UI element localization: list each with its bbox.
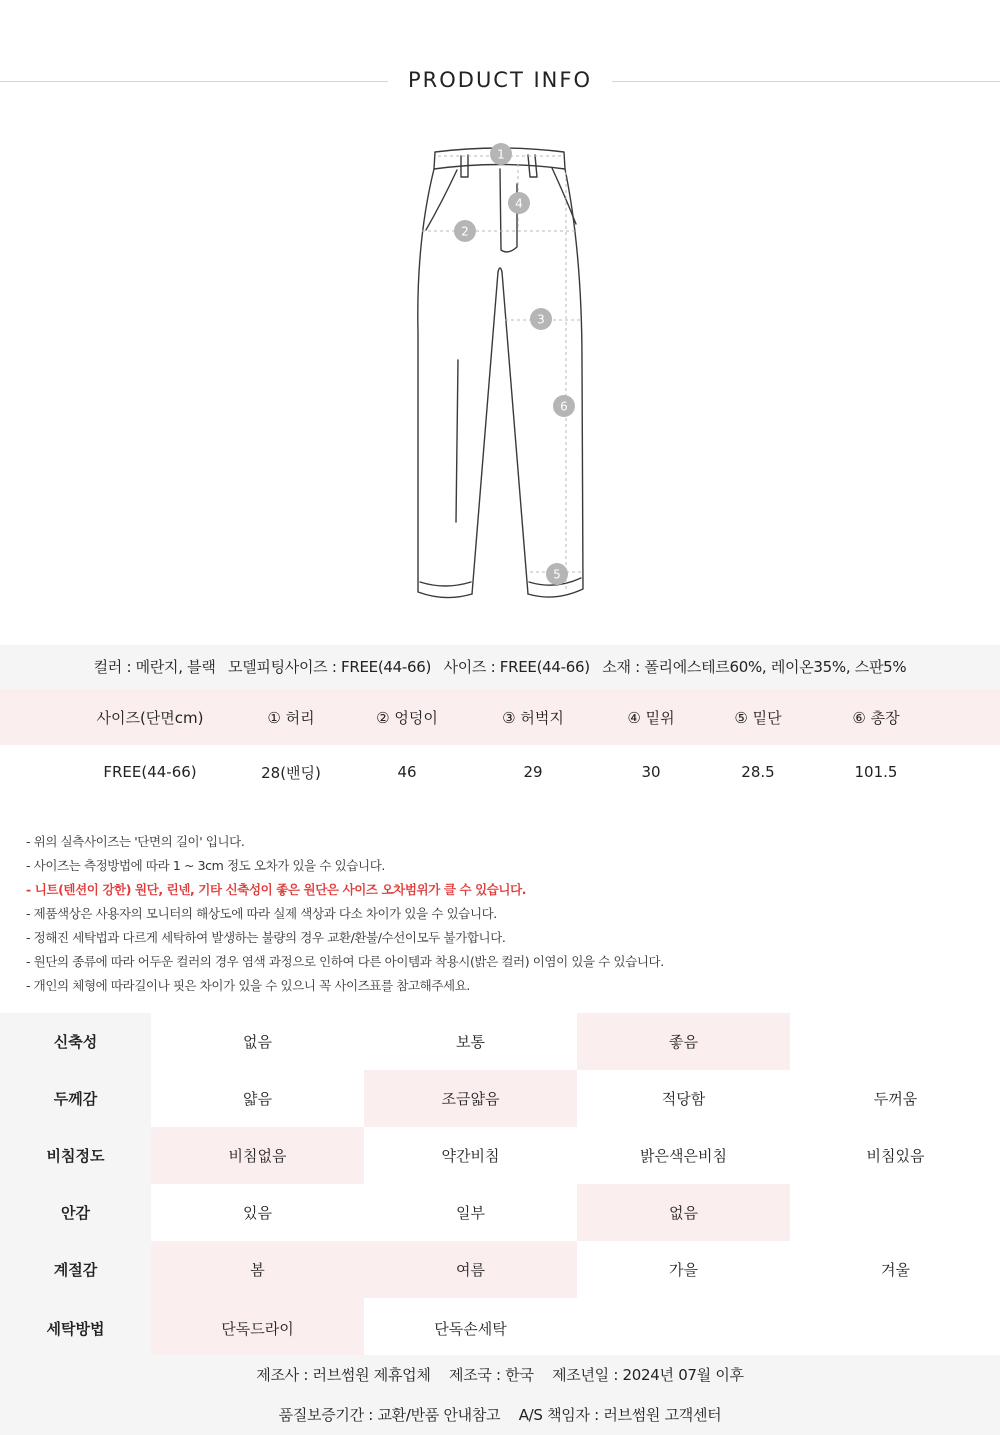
- footer-line: [0, 1395, 1000, 1435]
- property-option-selected: 봄: [151, 1241, 364, 1298]
- marker-2: [454, 220, 476, 242]
- property-label: 세탁방법: [0, 1298, 151, 1358]
- svg-text:4: 4: [515, 196, 523, 211]
- size-header-cell: 사이즈(단면cm): [96, 708, 204, 727]
- size-header-cell: ② 엉덩이: [376, 708, 438, 727]
- size-value-cell: 101.5: [854, 763, 898, 781]
- property-option: [789, 1184, 1000, 1241]
- svg-text:1: 1: [497, 147, 505, 162]
- material-info: 소재 : 폴리에스테르60%, 레이온35%, 스판5%: [602, 658, 907, 676]
- property-option-selected: 없음: [577, 1184, 790, 1241]
- measurement-markers: [400, 132, 600, 612]
- note-item: - 원단의 종류에 따라 어두운 컬러의 경우 염색 과정으로 인하여 다른 아이템과 착용시(밝은 컬러) 이염이 있을 수 있습니다.: [26, 954, 664, 969]
- size-table-header: [0, 689, 1000, 745]
- property-option: 없음: [243, 1033, 272, 1051]
- size-value-cell: 28(밴딩): [261, 763, 321, 782]
- property-row-stretch: [0, 1013, 1000, 1070]
- property-option: [577, 1298, 790, 1358]
- property-option: 겨울: [881, 1261, 910, 1279]
- size-header-cell: ⑤ 밑단: [734, 708, 782, 727]
- size-value-cell: 46: [397, 763, 417, 781]
- property-label: 비침정도: [0, 1127, 151, 1184]
- property-row-season: [0, 1241, 1000, 1298]
- property-option: 비침있음: [866, 1147, 925, 1165]
- size-header-cell: ④ 밑위: [627, 708, 675, 727]
- property-option: 얇음: [243, 1090, 272, 1108]
- manufacture-date: 제조년일 : 2024년 07월 이후: [552, 1366, 744, 1384]
- marker-4: [508, 192, 530, 214]
- property-label: 신축성: [0, 1013, 151, 1070]
- marker-1: [490, 143, 512, 165]
- size-notes: [26, 830, 976, 998]
- section-title: PRODUCT INFO: [407, 68, 592, 92]
- section-header: [0, 60, 1000, 104]
- property-label: 안감: [0, 1184, 151, 1241]
- property-option: [789, 1298, 1000, 1358]
- svg-text:5: 5: [553, 567, 561, 582]
- property-label: 두께감: [0, 1070, 151, 1127]
- property-label: 계절감: [0, 1241, 151, 1298]
- header-divider-left: [0, 81, 388, 82]
- size-header-cell: ⑥ 총장: [852, 708, 900, 727]
- svg-text:6: 6: [560, 399, 568, 414]
- marker-6: [553, 395, 575, 417]
- property-option: 두꺼움: [873, 1090, 918, 1108]
- property-row-thickness: [0, 1070, 1000, 1127]
- size-table-row: [0, 745, 1000, 799]
- property-option: 있음: [243, 1204, 272, 1222]
- marker-5: [546, 563, 568, 585]
- marker-3: [530, 308, 552, 330]
- size-value-cell: 29: [523, 763, 543, 781]
- property-option-selected: 비침없음: [151, 1127, 364, 1184]
- property-option-selected: 좋음: [577, 1013, 790, 1070]
- header-divider-right: [612, 81, 1000, 82]
- note-warning: - 니트(텐션이 강한) 원단, 린넨, 기타 신축성이 좋은 원단은 사이즈 오차범위가 클 수 있습니다.: [26, 882, 527, 897]
- size-info: 사이즈 : FREE(44-66): [443, 658, 590, 676]
- fabric-properties-table: [0, 1013, 1000, 1358]
- product-info-bar: [0, 645, 1000, 689]
- property-row-lining: [0, 1184, 1000, 1241]
- manufacturer-footer: [0, 1355, 1000, 1435]
- property-row-washing: [0, 1298, 1000, 1358]
- model-size-info: 모델피팅사이즈 : FREE(44-66): [228, 658, 432, 676]
- property-option: 단독손세탁: [434, 1319, 507, 1338]
- property-option: 가을: [669, 1261, 698, 1279]
- manufacturer: 제조사 : 러브썸원 제휴업체: [256, 1366, 431, 1384]
- svg-text:2: 2: [461, 224, 469, 239]
- property-option: 약간비침: [441, 1147, 500, 1165]
- property-option: 일부: [456, 1204, 485, 1222]
- size-value-cell: 28.5: [741, 763, 775, 781]
- country-of-origin: 제조국 : 한국: [449, 1366, 534, 1384]
- property-option: 보통: [456, 1033, 485, 1051]
- note-item: - 사이즈는 측정방법에 따라 1 ~ 3cm 정도 오차가 있을 수 있습니다.: [26, 858, 385, 873]
- size-value-cell: FREE(44-66): [103, 763, 197, 781]
- property-option-selected: 조금얇음: [364, 1070, 577, 1127]
- note-item: - 개인의 체형에 따라길이나 핏은 차이가 있을 수 있으니 꼭 사이즈표를 참고해주세요.: [26, 978, 470, 993]
- size-value-cell: 30: [641, 763, 661, 781]
- note-item: - 제품색상은 사용자의 모니터의 해상도에 따라 실제 색상과 다소 차이가 있을 수 있습니다.: [26, 906, 497, 921]
- property-option-selected: 여름: [364, 1241, 577, 1298]
- warranty-period: 품질보증기간 : 교환/반품 안내참고: [278, 1406, 501, 1424]
- note-item: - 위의 실측사이즈는 '단면의 길이' 입니다.: [26, 834, 245, 849]
- property-option: 적당함: [661, 1090, 706, 1108]
- note-item: - 정해진 세탁법과 다르게 세탁하여 발생하는 불량의 경우 교환/환불/수선이모두 불가합니다.: [26, 930, 506, 945]
- size-header-cell: ③ 허벅지: [502, 708, 564, 727]
- property-option: 밝은색은비침: [640, 1147, 727, 1165]
- color-info: 컬러 : 메란지, 블랙: [93, 658, 216, 676]
- property-row-sheerness: [0, 1127, 1000, 1184]
- as-contact: A/S 책임자 : 러브썸원 고객센터: [518, 1406, 722, 1424]
- property-option: [789, 1013, 1000, 1070]
- size-header-cell: ① 허리: [267, 708, 315, 727]
- pants-measurement-diagram: [400, 132, 600, 612]
- svg-text:3: 3: [537, 312, 545, 327]
- property-option-selected: 단독드라이: [151, 1298, 364, 1358]
- footer-line: [0, 1355, 1000, 1395]
